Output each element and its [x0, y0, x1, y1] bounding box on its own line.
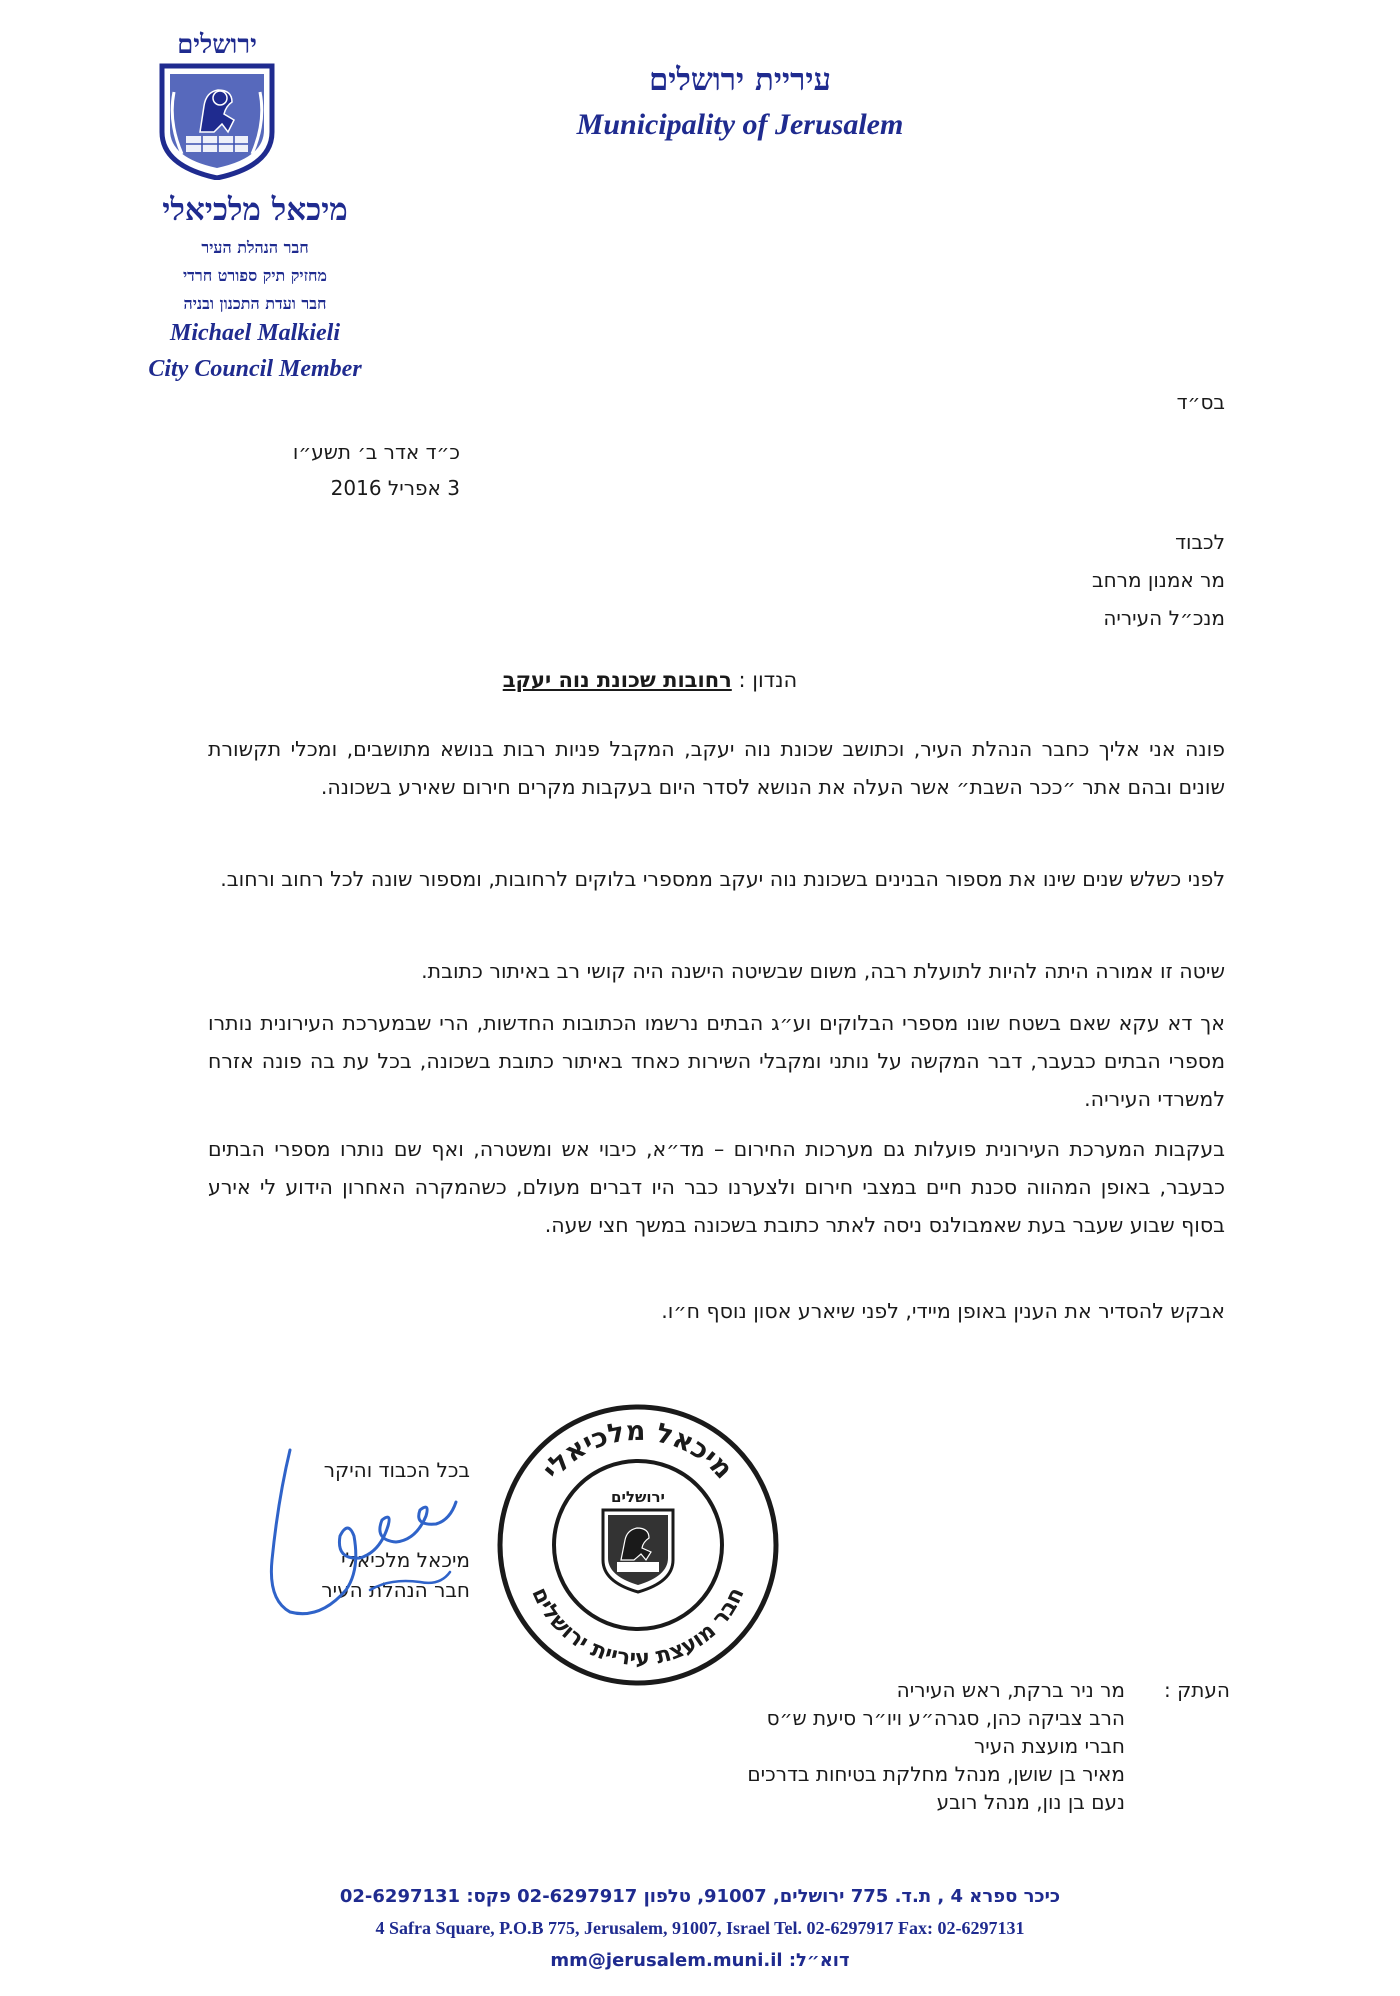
- gregorian-date: 3 אפריל 2016: [330, 476, 460, 500]
- recipient-title: מנכ״ל העיריה: [1103, 606, 1225, 630]
- footer-english-address: 4 Safra Square, P.O.B 775, Jerusalem, 91007, Israel Tel. 02-6297917 Fax: 02-6297131: [375, 1918, 1025, 1938]
- paragraph-4: אך דא עקא שאם בשטח שונו מספרי הבלוקים וע״ג הבתים נרשמו הכתובות החדשות, הרי שבמערכת העירונית נותרו מספרי הבתים כבעבר, דבר המקשה על נותני ומקבלי השירות כאחד באיתור כתובת בשכונה, בכל עת בה פונה אזרח למשרדי העיריה.: [208, 1011, 1225, 1111]
- paragraph-5: בעקבות המערכת העירונית פועלות גם מערכות החירום – מד״א, כיבוי אש ומשטרה, ואף שם נותרו מספרי הבתים כבעבר, באופן המהווה סכנת חיים במצבי חירום ולצערנו כבר היו דברים מעולם, כשהמקרה האחרון הידוע לי אירע בסוף שבוע שעבר בעת שאמבולנס ניסה לאתר כתובת בשכונה במשך חצי שעה.: [208, 1137, 1225, 1237]
- paragraph-2: לפני כשלש שנים שינו את מספור הבנינים בשכונת נוה יעקב ממספרי בלוקים לרחובות, ומספור שונה לכל רחוב ורחוב.: [220, 867, 1225, 891]
- cc-item-3: חברי מועצת העיר: [973, 1734, 1125, 1758]
- cc-label: העתק :: [1163, 1678, 1230, 1702]
- signer-name: מיכאל מלכיאלי: [341, 1548, 470, 1572]
- bsd-mark: בס״ד: [1176, 390, 1225, 414]
- council-member-hebrew-name: מיכאל מלכיאלי: [162, 192, 348, 228]
- subject-line: [400, 668, 900, 692]
- subject-value: רחובות שכונת נוה יעקב: [502, 668, 732, 692]
- paragraph-6: אבקש להסדיר את הענין באופן מיידי, לפני שיארע אסון נוסף ח״ו.: [661, 1299, 1225, 1323]
- stamp-emblem-icon: [603, 1510, 673, 1592]
- official-stamp: [495, 1402, 781, 1688]
- subject-label: הנדון :: [738, 668, 798, 692]
- footer-hebrew-address: כיכר ספרא 4 , ת.ד. 775 ירושלים, 91007, טלפון 02-6297917 פקס: 02-6297131: [339, 1886, 1061, 1907]
- role-line-1: חבר הנהלת העיר: [201, 238, 309, 257]
- municipality-hebrew: עיריית ירושלים: [648, 62, 832, 98]
- paragraph-3: שיטה זו אמורה היתה להיות לתועלת רבה, משום שבשיטה הישנה היה קושי רב באיתור כתובת.: [421, 959, 1225, 983]
- emblem-label: ירושלים: [177, 30, 257, 60]
- handwritten-signature-icon: [250, 1440, 480, 1640]
- municipality-english: Municipality of Jerusalem: [576, 108, 904, 141]
- hebrew-date: כ״ד אדר ב׳ תשע״ו: [292, 440, 460, 464]
- signer-role: חבר הנהלת העיר: [321, 1578, 470, 1602]
- council-member-english-name: Michael Malkieli: [170, 320, 340, 346]
- closing-line: בכל הכבוד והיקר: [323, 1458, 470, 1482]
- cc-item-4: מאיר בן שושן, מנהל מחלקת בטיחות בדרכים: [747, 1762, 1125, 1786]
- jerusalem-emblem-icon: [152, 62, 282, 180]
- stamp-top-text: מיכאל מלכיאלי: [536, 1415, 739, 1486]
- paragraph-1: פונה אני אליך כחבר הנהלת העיר, וכתושב שכונת נוה יעקב, המקבל פניות רבות בנושא מתושבים, ומכלי תקשורת שונים ובהם אתר ״ככר השבת״ אשר העלה את הנושא לסדר היום בעקבות מקרים חירום שאירע בשכונה.: [208, 737, 1225, 799]
- role-line-2: מחזיק תיק ספורט חרדי: [182, 266, 328, 285]
- to-label: לכבוד: [1175, 530, 1225, 554]
- stamp-center-label: ירושלים: [611, 1488, 665, 1506]
- footer-email: mm@jerusalem.muni.il :דוא״ל: [550, 1950, 850, 1971]
- council-member-english-title: City Council Member: [148, 356, 362, 382]
- cc-item-1: מר ניר ברקת, ראש העיריה: [896, 1678, 1125, 1702]
- cc-item-2: הרב צביקה כהן, סגרה״ע ויו״ר סיעת ש״ס: [766, 1706, 1125, 1730]
- cc-item-5: נעם בן נון, מנהל רובע: [936, 1790, 1125, 1814]
- role-line-3: חבר ועדת התכנון ובניה: [183, 294, 327, 313]
- stamp-bottom-text: חבר מועצת עיריית ירושלים: [526, 1583, 750, 1672]
- recipient-name: מר אמנון מרחב: [1092, 568, 1225, 592]
